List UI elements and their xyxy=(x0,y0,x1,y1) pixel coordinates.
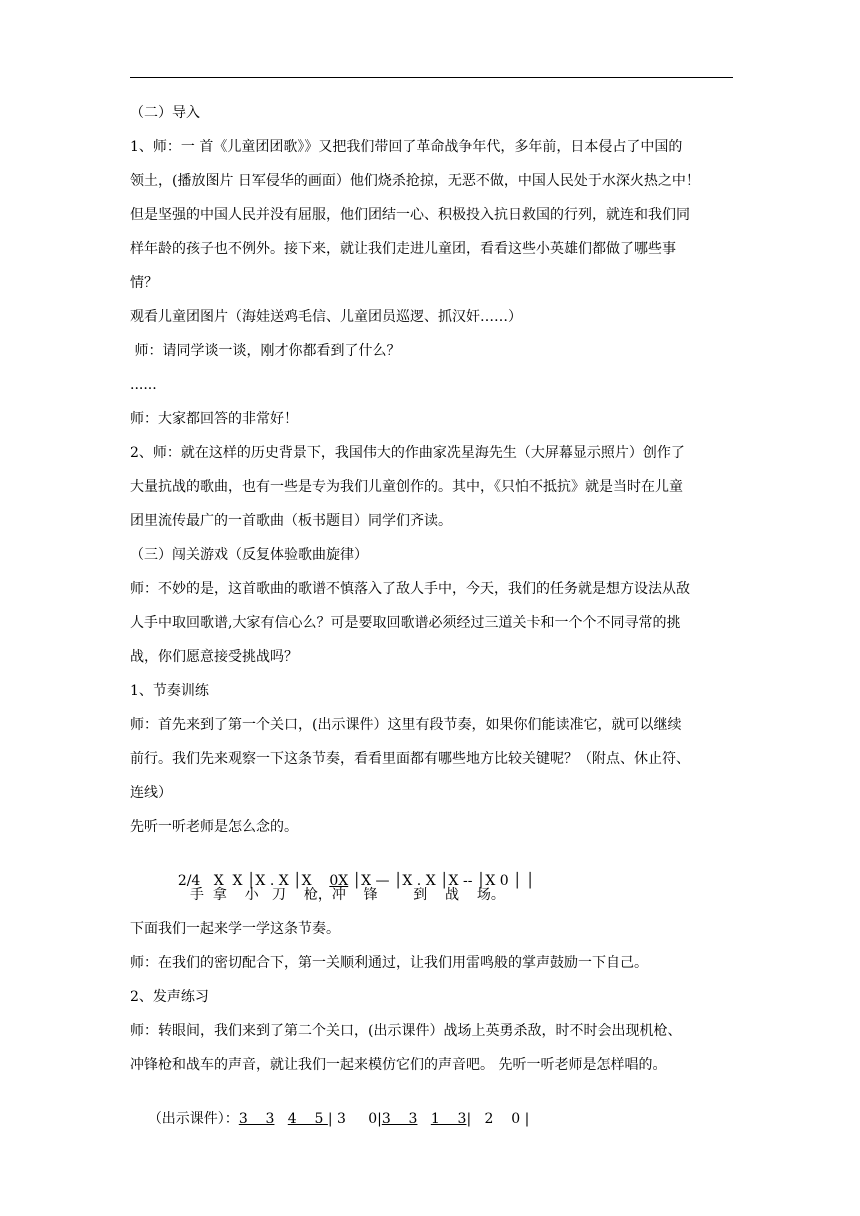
vocal-group: 3 3 xyxy=(238,1111,275,1127)
subheading-rhythm: 1、节奏训练 xyxy=(130,683,209,699)
vocal-group: 3 3 xyxy=(381,1111,418,1127)
section-heading-game: （三）闯关游戏（反复体验歌曲旋律） xyxy=(130,547,368,563)
paragraph-line: 师：在我们的密切配合下，第一关顺利通过，让我们用雷鸣般的掌声鼓励一下自己。 xyxy=(130,955,648,971)
paragraph-line: 下面我们一起来学一学这条节奏。 xyxy=(130,921,340,937)
rhythm-prefix: 2/4 X X xyxy=(177,873,247,889)
paragraph-line: 情？ xyxy=(130,275,158,291)
vocal-label: （出示课件）： xyxy=(147,1111,239,1127)
rhythm-measure: │X . X │X xyxy=(246,873,330,889)
paragraph-line: 师：大家都回答的非常好！ xyxy=(130,411,298,427)
paragraph-line: 但是坚强的中国人民并没有屈服，他们团结一心、积极投入抗日救国的行列，就连和我们同 xyxy=(130,207,690,223)
vocal-group: | 3 0| xyxy=(327,1111,382,1127)
subheading-vocal: 2、发声练习 xyxy=(130,989,209,1005)
rhythm-notation xyxy=(130,851,733,889)
paragraph-line: 领土，(播放图片 日军侵华的画面）他们烧杀抢掠，无恶不做，中国人民处于水深火热之中！ xyxy=(130,173,700,189)
vocal-group: 1 3 xyxy=(430,1111,467,1127)
header-rule xyxy=(130,77,733,78)
paragraph-line: 1、师：一 首《儿童团团歌》》又把我们带回了革命战争年代，多年前，日本侵占了中国的 xyxy=(130,139,683,155)
rhythm-remainder: │X — │X . X │X -- │X 0 │ │ xyxy=(348,873,535,889)
paragraph-line: 冲锋枪和战车的声音，就让我们一起来模仿它们的声音吧。 先听一听老师是怎样唱的。 xyxy=(130,1057,667,1073)
paragraph-line: 师：首先来到了第一个关口，(出示课件）这里有段节奏，如果你们能读准它，就可以继续 xyxy=(130,717,682,733)
ellipsis-line: ...... xyxy=(130,377,157,393)
vocal-group: | 2 0 | xyxy=(466,1111,530,1127)
paragraph-line: 人手中取回歌谱,大家有信心么？可是要取回歌谱必须经过三道关卡和一个个不同寻常的挑 xyxy=(130,615,681,631)
rhythm-underlined-note: 0X xyxy=(329,873,349,889)
vocal-group: 4 5 xyxy=(287,1111,328,1127)
paragraph-line: 先听一听老师是怎么念的。 xyxy=(130,819,298,835)
document-body xyxy=(130,103,733,1127)
vocal-notation xyxy=(130,1089,733,1127)
paragraph-line: 大量抗战的歌曲，也有一些是专为我们儿童创作的。其中，《只怕不抵抗》就是当时在儿童 xyxy=(130,479,683,495)
rhythm-lyrics: 手 拿 小 刀 枪，冲 锋 到 战 场。 xyxy=(190,887,505,903)
paragraph-line: 师：请同学谈一谈，刚才你都看到了什么？ xyxy=(130,343,401,359)
paragraph-line: 师：转眼间，我们来到了第二个关口，(出示课件）战场上英勇杀敌，时不时会出现机枪、 xyxy=(130,1023,682,1039)
paragraph-line: 战，你们愿意接受挑战吗？ xyxy=(130,649,298,665)
paragraph-line: 样年龄的孩子也不例外。接下来，就让我们走进儿童团，看看这些小英雄们都做了哪些事 xyxy=(130,241,676,257)
paragraph-line: 前行。我们先来观察一下这条节奏，看看里面都有哪些地方比较关键呢？（附点、休止符、 xyxy=(130,751,690,767)
paragraph-line: 师：不妙的是，这首歌曲的歌谱不慎落入了敌人手中，今天，我们的任务就是想方设法从敌 xyxy=(130,581,690,597)
paragraph-line: 2、师：就在这样的历史背景下，我国伟大的作曲家冼星海先生（大屏幕显示照片）创作了 xyxy=(130,445,685,461)
paragraph-line: 连线） xyxy=(130,785,172,801)
paragraph-line: 观看儿童团图片（海娃送鸡毛信、儿童团员巡逻、抓汉奸……） xyxy=(130,309,522,325)
paragraph-line: 团里流传最广的一首歌曲（板书题目）同学们齐读。 xyxy=(130,513,452,529)
section-heading-intro: （二）导入 xyxy=(130,105,200,121)
